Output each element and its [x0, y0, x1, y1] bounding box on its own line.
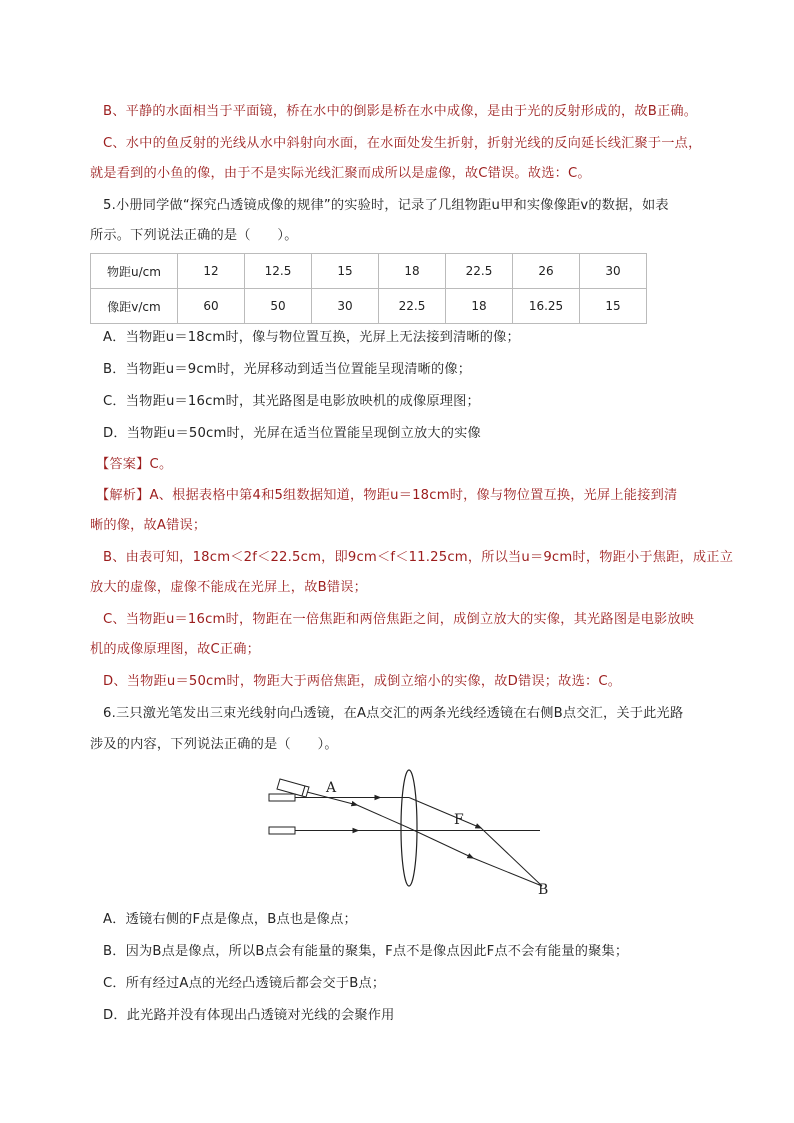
point-a-label: A: [326, 780, 337, 796]
table-cell: 15: [580, 289, 647, 324]
q5-option-a: A．当物距u＝18cm时，像与物位置互换，光屏上无法接到清晰的像；: [103, 330, 520, 345]
table-cell: 50: [245, 289, 312, 324]
q5-option-d: D．当物距u＝50cm时，光屏在适当位置能呈现倒立放大的实像: [103, 426, 481, 441]
explanation-line3: B、由表可知，18cm＜2f＜22.5cm，即9cm＜f＜11.25cm，所以当u＝9cm时，物距小于焦距，成正立: [103, 550, 734, 565]
explanation-line1: 【解析】A、根据表格中第4和5组数据知道，物距u＝18cm时，像与物位置互换，光屏上能接到清: [96, 488, 678, 503]
explanation-b-previous: B、平静的水面相当于平面镜，桥在水中的倒影是桥在水中成像，是由于光的反射形成的，故B正确。: [103, 104, 698, 119]
q6-option-b: B．因为B点是像点，所以B点会有能量的聚集，F点不是像点因此F点不会有能量的聚集；: [103, 944, 629, 959]
q6-option-a: A．透镜右侧的F点是像点，B点也是像点；: [103, 912, 357, 927]
point-b-label: B: [538, 882, 549, 898]
table-cell: 60: [178, 289, 245, 324]
table-row-label: 像距v/cm: [91, 289, 178, 324]
table-cell: 22.5: [446, 254, 513, 289]
q5-option-c: C．当物距u＝16cm时，其光路图是电影放映机的成像原理图；: [103, 394, 480, 409]
explanation-line2: 晰的像，故A错误；: [90, 518, 207, 533]
q6-option-d: D．此光路并没有体现出凸透镜对光线的会聚作用: [103, 1008, 395, 1023]
table-row: [91, 289, 647, 324]
explanation-line4: 放大的虚像，虚像不能成在光屏上，故B错误；: [90, 580, 367, 595]
table-cell: 15: [312, 254, 379, 289]
table-row-label: 物距u/cm: [91, 254, 178, 289]
explanation-c-previous-line1: C、水中的鱼反射的光线从水中斜射向水面，在水面处发生折射，折射光线的反向延长线汇聚于一点，: [103, 136, 702, 151]
explanation-line6: 机的成像原理图，故C正确；: [90, 642, 261, 657]
table-row: [91, 254, 647, 289]
explanation-line5: C、当物距u＝16cm时，物距在一倍焦距和两倍焦距之间，成倒立放大的实像，其光路图是电影放映: [103, 612, 695, 627]
answer-label: 【答案】C。: [96, 457, 173, 472]
table-cell: 12.5: [245, 254, 312, 289]
question-6-line2: 涉及的内容，下列说法正确的是（ ）。: [90, 737, 338, 752]
table-cell: 30: [580, 254, 647, 289]
lower-laser-pointer-icon: [269, 827, 295, 834]
question-6-line1: 6.三只激光笔发出三束光线射向凸透镜，在A点交汇的两条光线经透镜在右侧B点交汇，关于此光路: [103, 706, 684, 721]
question-5-line1: 5.小册同学做“探究凸透镜成像的规律”的实验时，记录了几组物距u甲和实像像距v的数据，如表: [103, 198, 669, 213]
question-5-line2: 所示。下列说法正确的是（ ）。: [90, 228, 298, 243]
q5-option-b: B．当物距u＝9cm时，光屏移动到适当位置能呈现清晰的像；: [103, 362, 472, 377]
table-cell: 12: [178, 254, 245, 289]
upper-laser-pointer-icon: [269, 794, 295, 801]
point-f-label: F: [454, 812, 464, 828]
table-cell: 26: [513, 254, 580, 289]
table-cell: 16.25: [513, 289, 580, 324]
q6-option-c: C．所有经过A点的光经凸透镜后都会交于B点；: [103, 976, 386, 991]
data-table: [90, 253, 647, 324]
table-cell: 18: [446, 289, 513, 324]
table-cell: 30: [312, 289, 379, 324]
table-cell: 18: [379, 254, 446, 289]
lens-ray-diagram: [260, 768, 560, 903]
explanation-c-previous-line2: 就是看到的小鱼的像，由于不是实际光线汇聚而成所以是虚像，故C错误。故选：C。: [90, 166, 591, 181]
light-rays: [295, 792, 542, 886]
explanation-line7: D、当物距u＝50cm时，物距大于两倍焦距，成倒立缩小的实像，故D错误；故选：C。: [103, 674, 622, 689]
table-cell: 22.5: [379, 289, 446, 324]
